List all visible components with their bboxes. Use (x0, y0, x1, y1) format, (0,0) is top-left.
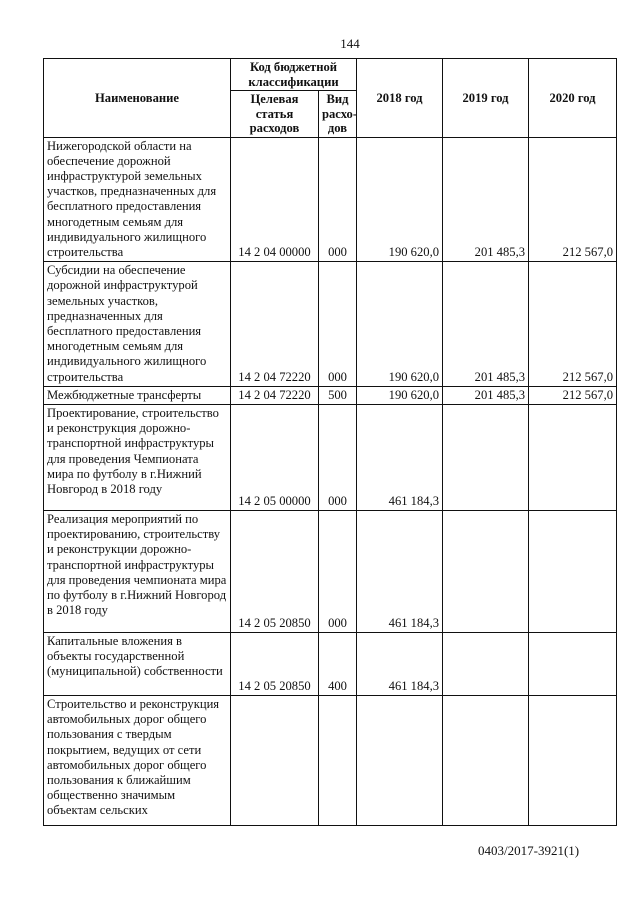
table-row (44, 262, 617, 387)
header-2018: 2018 год (357, 59, 443, 138)
header-expense-type: Вид расхо-дов (319, 91, 357, 138)
row-value-2018: 461 184,3 (357, 404, 443, 510)
row-value-2019 (443, 632, 529, 695)
row-code: 14 2 05 20850 (231, 632, 319, 695)
row-value-2020 (529, 510, 617, 632)
row-type (319, 695, 357, 825)
table-row (44, 510, 617, 632)
row-type: 000 (319, 137, 357, 262)
row-code: 14 2 05 20850 (231, 510, 319, 632)
row-type: 400 (319, 632, 357, 695)
row-value-2020 (529, 632, 617, 695)
row-name: Капитальные вложения в объекты государственной (муниципальной) собственности (44, 632, 231, 695)
row-value-2020: 212 567,0 (529, 137, 617, 262)
row-name: Межбюджетные трансферты (44, 386, 231, 404)
row-value-2020 (529, 404, 617, 510)
row-name: Строительство и реконструкция автомобильных дорог общего пользования с твердым покрытием, ведущих от сети автомобильных дорог общего пользования к ближайшим общественно значимым объектам сельских (44, 695, 231, 825)
row-name: Проектирование, строительство и реконструкция дорожно-транспортной инфраструктуры для проведения Чемпионата мира по футболу в г.Нижний Новгород в 2018 году (44, 404, 231, 510)
row-value-2019 (443, 695, 529, 825)
row-value-2018: 190 620,0 (357, 137, 443, 262)
table-row (44, 695, 617, 825)
row-value-2019 (443, 510, 529, 632)
row-value-2019 (443, 404, 529, 510)
row-value-2020 (529, 695, 617, 825)
row-code: 14 2 04 72220 (231, 386, 319, 404)
table-row (44, 632, 617, 695)
row-name: Нижегородской области на обеспечение дорожной инфраструктурой земельных участков, предназначенных для бесплатного предоставления многодетным семьям для индивидуального жилищного строительства (44, 137, 231, 262)
header-2019: 2019 год (443, 59, 529, 138)
row-value-2019: 201 485,3 (443, 386, 529, 404)
row-value-2018: 461 184,3 (357, 632, 443, 695)
row-value-2020: 212 567,0 (529, 262, 617, 387)
row-type: 500 (319, 386, 357, 404)
row-value-2019: 201 485,3 (443, 262, 529, 387)
header-budget-code: Код бюджетной классификации (231, 59, 357, 91)
row-type: 000 (319, 404, 357, 510)
table-row (44, 137, 617, 262)
row-name: Реализация мероприятий по проектированию, строительству и реконструкции дорожно-транспортной инфраструктуры для проведения чемпионата мира по футболу в г.Нижний Новгород в 2018 году (44, 510, 231, 632)
header-target-article: Целевая статья расходов (231, 91, 319, 138)
row-value-2019: 201 485,3 (443, 137, 529, 262)
header-2020: 2020 год (529, 59, 617, 138)
row-value-2018: 190 620,0 (357, 386, 443, 404)
row-name: Субсидии на обеспечение дорожной инфраструктурой земельных участков, предназначенных для бесплатного предоставления многодетным семьям для индивидуального жилищного строительства (44, 262, 231, 387)
document-code: 0403/2017-3921(1) (478, 843, 580, 858)
budget-table (43, 58, 617, 826)
row-value-2018 (357, 695, 443, 825)
row-code: 14 2 04 72220 (231, 262, 319, 387)
row-value-2018: 461 184,3 (357, 510, 443, 632)
page-number: 144 (340, 36, 360, 51)
table-row (44, 386, 617, 404)
row-code: 14 2 05 00000 (231, 404, 319, 510)
header-name: Наименование (44, 59, 231, 138)
row-code (231, 695, 319, 825)
row-code: 14 2 04 00000 (231, 137, 319, 262)
row-value-2018: 190 620,0 (357, 262, 443, 387)
table-row (44, 404, 617, 510)
row-type: 000 (319, 510, 357, 632)
row-value-2020: 212 567,0 (529, 386, 617, 404)
row-type: 000 (319, 262, 357, 387)
